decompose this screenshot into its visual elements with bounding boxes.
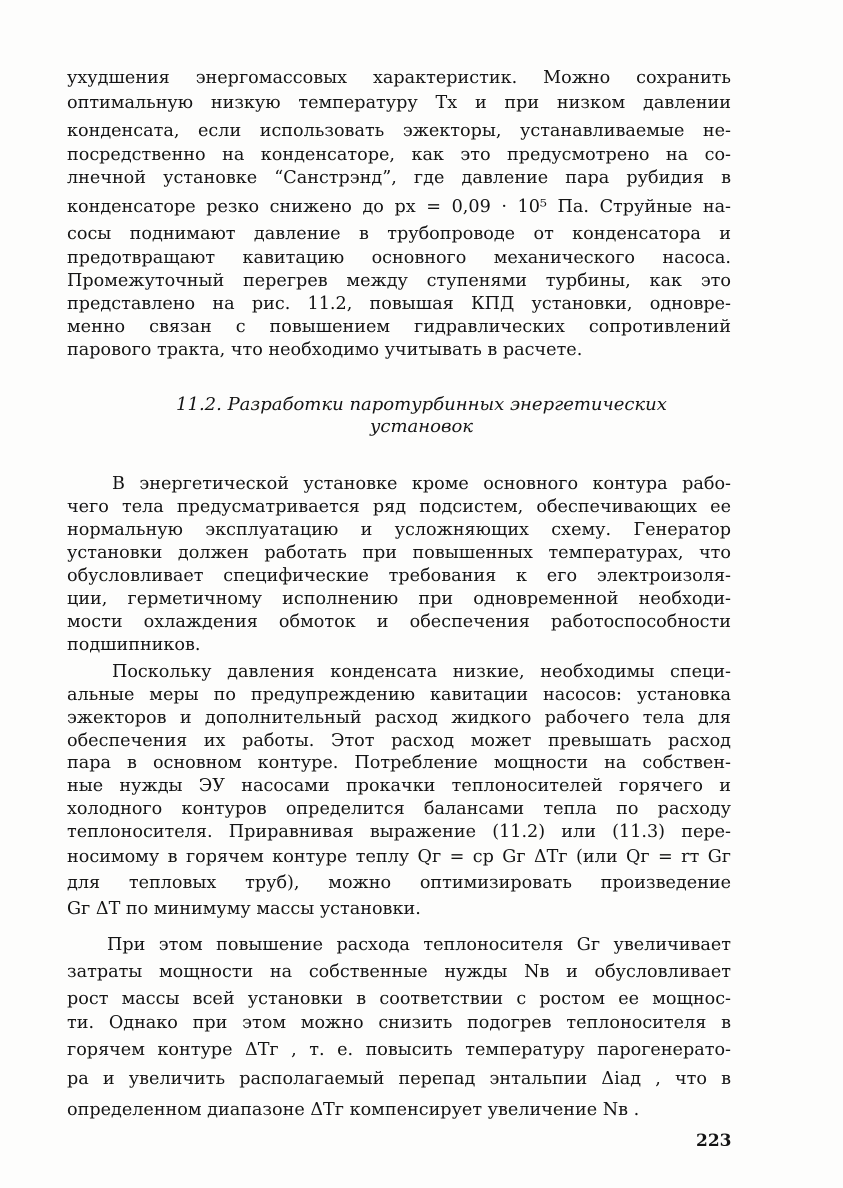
text-line: В энергетической установке кроме основного контура рабо-: [112, 474, 731, 494]
text-line: ти. Однако при этом можно снизить подогрев теплоносителя в: [67, 1013, 731, 1033]
text-line: для тепловых труб), можно оптимизировать произведение: [67, 873, 731, 893]
text-line: ра и увеличить располагаемый перепад энтальпии Δiад , что в: [67, 1069, 731, 1089]
text-line: оптимальную низкую температуру Tх и при низком давлении: [67, 93, 731, 113]
text-line: обусловливает специфические требования к его электроизоля-: [67, 566, 731, 586]
text-line: ные нужды ЭУ насосами прокачки теплоносителей горячего и: [67, 776, 731, 796]
heading-line: установок: [369, 416, 474, 437]
text-line: обеспечения их работы. Этот расход может превышать расход: [67, 731, 731, 751]
text-line: Поскольку давления конденсата низкие, необходимы специ-: [112, 662, 731, 682]
text-line: мости охлаждения обмоток и обеспечения работоспособности: [67, 612, 731, 632]
text-line: Gг ΔT по минимуму массы установки.: [67, 899, 421, 919]
text-line: предотвращают кавитацию основного механического насоса.: [67, 248, 731, 268]
text-line: Промежуточный перегрев между ступенями турбины, как это: [67, 271, 731, 291]
text-line: конденсата, если использовать эжекторы, устанавливаемые не-: [67, 121, 731, 141]
text-line: ции, герметичному исполнению при одновременной необходи-: [67, 589, 731, 609]
text-line: эжекторов и дополнительный расход жидкого рабочего тела для: [67, 708, 731, 728]
text-line: нормальную эксплуатацию и усложняющих схему. Генератор: [67, 520, 731, 540]
text-line: посредственно на конденсаторе, как это предусмотрено на со-: [67, 145, 731, 165]
text-line: подшипников.: [67, 635, 201, 655]
text-line: пара в основном контуре. Потребление мощности на собствен-: [67, 753, 731, 773]
page-number: 223: [696, 1131, 732, 1151]
text-line: рост массы всей установки в соответствии с ростом ее мощнос-: [67, 989, 731, 1009]
text-line: лнечной установке “Санстрэнд”, где давление пара рубидия в: [67, 168, 731, 188]
text-line: сосы поднимают давление в трубопроводе от конденсатора и: [67, 224, 731, 244]
text-line: установки должен работать при повышенных температурах, что: [67, 543, 731, 563]
text-line: носимому в горячем контуре теплу Qг = cp Gг ΔTг (или Qг = rт Gг: [67, 847, 731, 867]
text-line: парового тракта, что необходимо учитывать в расчете.: [67, 340, 583, 360]
text-line: определенном диапазоне ΔTг компенсирует увеличение Nв .: [67, 1100, 640, 1120]
text-line: менно связан с повышением гидравлических сопротивлений: [67, 317, 731, 337]
text-line: чего тела предусматривается ряд подсистем, обеспечивающих ее: [67, 497, 731, 517]
text-line: холодного контуров определится балансами тепла по расходу: [67, 799, 731, 819]
text-line: альные меры по предупреждению кавитации насосов: установка: [67, 685, 731, 705]
text-line: горячем контуре ΔTг , т. е. повысить температуру парогенерато-: [67, 1040, 731, 1060]
text-line: представлено на рис. 11.2, повышая КПД установки, одновре-: [67, 294, 731, 314]
text-line: ухудшения энергомассовых характеристик. Можно сохранить: [67, 68, 731, 88]
text-line: теплоносителя. Приравнивая выражение (11.2) или (11.3) пере-: [67, 822, 731, 842]
text-line: затраты мощности на собственные нужды Nв и обусловливает: [67, 962, 731, 982]
heading-line: 11.2. Разработки паротурбинных энергетических: [176, 394, 667, 415]
text-line: конденсаторе резко снижено до pх = 0,09 · 10⁵ Па. Струйные на-: [67, 197, 731, 217]
text-line: При этом повышение расхода теплоносителя Gг увеличивает: [107, 935, 731, 955]
